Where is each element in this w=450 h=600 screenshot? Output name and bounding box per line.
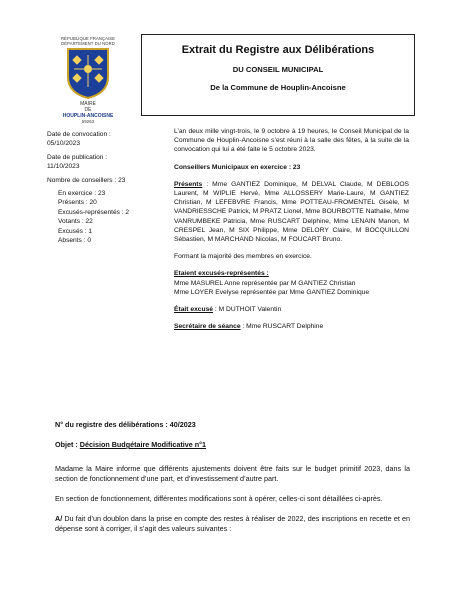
objet-line [55,440,410,450]
municipal-logo [52,36,124,124]
conseillers-count: Nombre de conseillers : 23 [47,177,126,184]
logo-postcode: 59263 [81,119,95,124]
exercice-line: Conseillers Municipaux en exercice : 23 [174,163,301,171]
deliberation-body [55,420,410,544]
stats-list [47,189,162,245]
secretaire-label: Secrétaire de séance [174,323,241,331]
excuse-label: Était excusé [174,306,214,314]
left-info [47,130,162,245]
stat-excuses-representes: Excusés-représentés : 2 [58,208,130,216]
secretaire-line [174,322,409,331]
objet-text: Décision Budgétaire Modificative n°1 [79,440,207,449]
logo-departement: DÉPARTEMENT DU NORD [61,41,115,46]
excuse-line [174,305,409,314]
main-text [174,127,409,339]
document-subtitle: DU CONSEIL MUNICIPAL [232,65,324,74]
header-box [141,34,415,116]
presents-text: : Mme GANTIEZ Dominique, M DELVAL Claude, M DEBLOOS Laurent, M WIPLIE Hervé, Mme ALLOSSERY Marie-Laure, M GANTIEZ Christian, M LEFEBVRE Francis, Mme POTTEAU-FROMENTEL Gisèle, M VANDRIESSCHE Patrick, M PRATZ Lionel, Mme BOURBOTTE Nathalie, Mme VANRUMBEKE Patricia, Mme RUSCART Delphine, Mme LENAIN Manon, M CRESPEL Jean, M SIX Philippe, Mme DELORY Claire, M BOCQUILLON Sébastien, M MARCHAND Nicolas, M FOUCART Bruno. [174,180,409,244]
stat-votants: Votants : 22 [58,218,93,226]
convocation-label: Date de convocation : [47,131,111,138]
intro-paragraph: L’an deux mille vingt-trois, le 9 octobre à 19 heures, le Conseil Municipal de la Commune de Houplin-Ancoisne s’est réuni à la salle des fêtes, à la suite de la convocation qui lui a été faite le 5 octobre 2023. [174,128,409,154]
document-title: Extrait du Registre aux Délibérations [181,44,375,56]
excuses-rep-1: Mme MASUREL Anne représentée par M GANTIEZ Christian [174,279,356,287]
paragraph-3-text: Du fait d’un doublon dans la prise en compte des restes à réaliser de 2022, des inscriptions en recette et en dépense sont à corriger, il s’agit des valeurs suivantes : [55,514,410,533]
stat-excuses: Excusés : 1 [58,227,93,235]
publication-date: 11/10/2023 [47,163,80,170]
logo-town: HOUPLIN-ANCOISNE [62,113,114,119]
logo-republique: RÉPUBLIQUE FRANÇAISE [60,36,116,41]
paragraph-3 [55,514,410,534]
registre-number: N° du registre des délibérations : 40/2023 [55,420,196,429]
paragraph-1: Madame la Maire informe que différents ajustements doivent être faits sur le budget primitif 2023, dans la section de fonctionnement d’une part, et d’investissement d’autre part. [55,464,410,483]
convocation-date: 05/10/2023 [47,140,81,147]
secretaire-text: : Mme RUSCART Delphine [240,323,324,331]
excuses-rep-label: Etaient excusés-représentés : [174,270,269,278]
paragraph-3-label: A/ [55,514,63,523]
logo-de: DE [84,107,92,113]
stat-absents: Absents : 0 [58,237,91,245]
coat-of-arms-icon [66,47,110,99]
objet-label: Objet : [55,440,80,449]
stat-exercice: En exercice : 23 [58,190,106,197]
excuses-rep-2: Mme LOYER Evelyse représentée par Mme GANTIEZ Dominique [174,288,370,296]
presents-paragraph [174,180,409,244]
stat-presents: Présents : 20 [58,199,97,207]
paragraph-2: En section de fonctionnement, différentes modifications sont à opérer, celles-ci sont détaillées ci-après. [55,494,383,503]
excuse-text: : M DUTHOIT Valentin [213,306,282,314]
logo-mairie: MAIRE [80,101,96,107]
presents-label: Présents [174,180,203,188]
commune-name: De la Commune de Houplin-Ancoisne [210,83,346,92]
majorite-line: Formant la majorité des membres en exercice. [174,253,312,261]
publication-label: Date de publication : [47,154,108,161]
excuses-representes [174,269,409,297]
